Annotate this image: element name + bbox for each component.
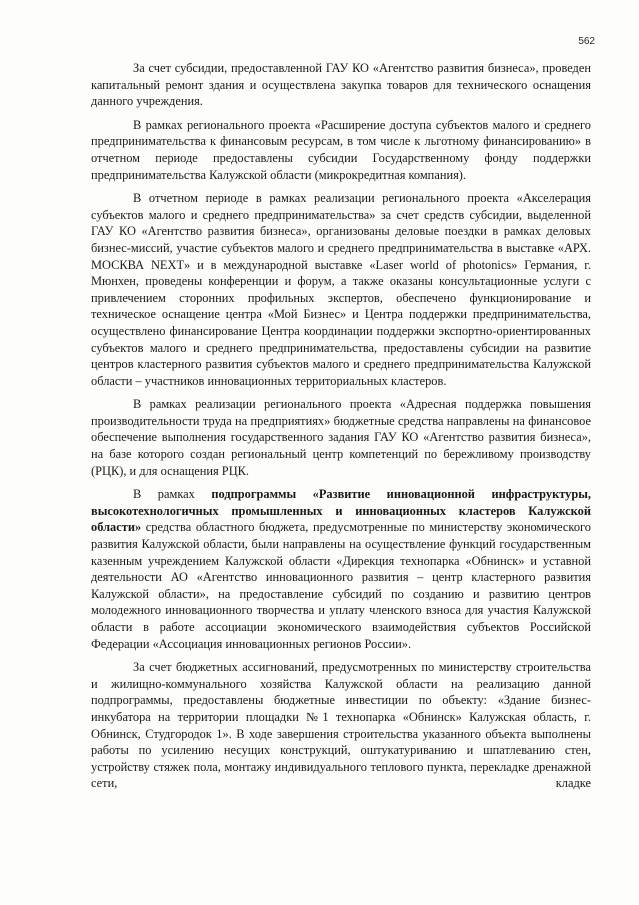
paragraph: [91, 60, 591, 110]
paragraph: [91, 117, 591, 183]
text-segment: В рамках реализации регионального проекта «Адресная поддержка повышения производительности труда на предприятиях» бюджетные средства направлены на финансовое обеспечение выполнения государственного задания ГАУ КО «Агентство развития бизнеса», на базе которого создан региональный центр компетенций по бережливому производству (РЦК), и для оснащения РЦК.: [91, 397, 591, 478]
document-body: [91, 60, 591, 799]
text-segment: В рамках: [133, 487, 212, 502]
paragraph: [91, 190, 591, 389]
text-segment: За счет бюджетных ассигнований, предусмотренных по министерству строительства и жилищно-коммунального хозяйства Калужской области на реализацию данной подпрограммы, предоставлены бюджетные инвестиции по объекту: «Здание бизнес-инкубатора на территории площадки №1 технопарка «Обнинск» Калужская область, г. Обнинск, Студгородок 1». В ходе завершения строительства указанного объекта выполнены работы по усилению несущих конструкций, оштукатуриванию и шпатлеванию стен, устройству стяжек пола, монтажу индивидуального теплового пункта, перекладке дренажной сети, кладке: [91, 660, 591, 791]
text-segment: За счет субсидии, предоставленной ГАУ КО «Агентство развития бизнеса», проведен капитальный ремонт здания и осуществлена закупка товаров для технического оснащения данного учреждения.: [91, 61, 591, 109]
text-segment: В отчетном периоде в рамках реализации регионального проекта «Акселерация субъектов малого и среднего предпринимательства» за счет средств субсидии, выделенной ГАУ КО «Агентство развития бизнеса», организованы деловые поездки в рамках деловых бизнес-миссий, участие субъектов малого и среднего предпринимательства в выставке «АРХ. МОСКВА NEXT» и в международной выставке «Laser world of photonics» Германия, г. Мюнхен, проведены конференции и форум, а также оказаны консультационные услуги с привлечением сторонних профильных экспертов, обеспечено функционирование и техническое оснащение центра «Мой Бизнес» и Центра поддержки предпринимательства, осуществлено финансирование Центра координации поддержки экспортно-ориентированных субъектов малого и среднего предпринимательства, предоставлены субсидии на развитие центров кластерного развития субъектов малого и среднего предпринимательства Калужской области – участников инновационных территориальных кластеров.: [91, 191, 591, 388]
paragraph: [91, 486, 591, 652]
paragraph: [91, 396, 591, 479]
text-segment: В рамках регионального проекта «Расширение доступа субъектов малого и среднего предпринимательства к финансовым ресурсам, в том числе к льготному финансированию» в отчетном периоде предоставлены субсидии Государственному фонду поддержки предпринимательства Калужской области (микрокредитная компания).: [91, 117, 591, 182]
paragraph: [91, 659, 591, 792]
text-segment: средства областного бюджета, предусмотренные по министерству экономического развития Калужской области, были направлены на осуществление функций государственным казенным учреждением Калужской области «Дирекция технопарка «Обнинск» и уставной деятельности АО «Агентство инновационного развития – центр кластерного развития Калужской области», на предоставление субсидий по созданию и развитию центров молодежного инновационного творчества и уплату членского взноса для участия Калужской области в работе ассоциации экономического взаимодействия субъектов Российской Федерации «Ассоциация инновационных регионов России».: [91, 520, 591, 651]
bold-text-segment: подпрограммы «Развитие инновационной инфраструктуры, высокотехнологичных промышленных и инновационных кластеров Калужской области»: [91, 487, 591, 535]
page-number: 562: [578, 36, 595, 47]
